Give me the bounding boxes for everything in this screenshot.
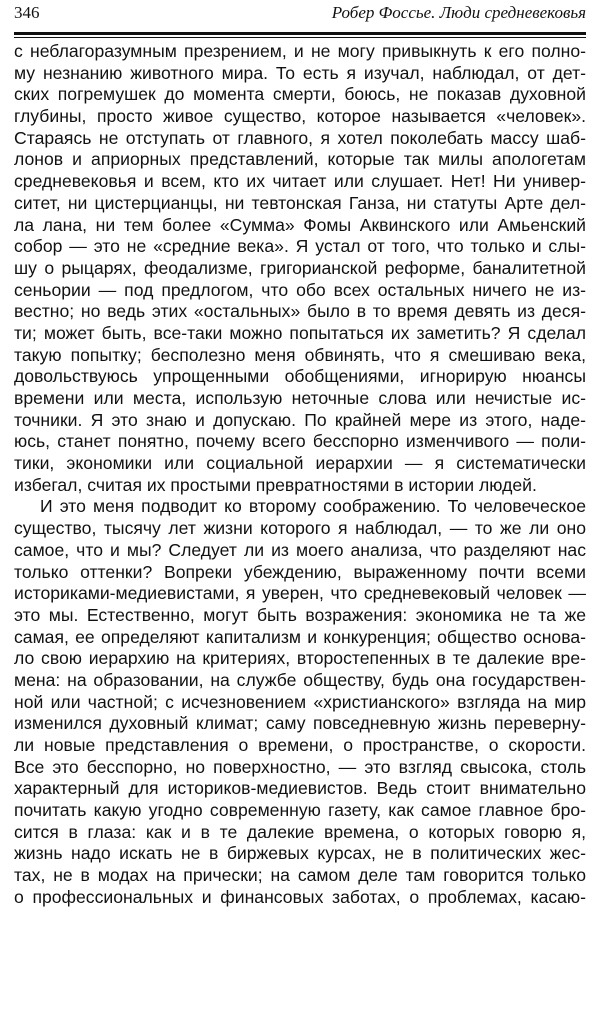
text-line: это мы. Естественно, могут быть возражения: экономика не та же (14, 604, 586, 625)
text-line: ти; может быть, все-таки можно попытаться их заметить? Я сделал (14, 322, 586, 343)
text-line: ла лана, ни тем более «Сумма» Фомы Аквинского или Амьенский (14, 214, 586, 235)
text-line: существо, тысячу лет жизни которого я наблюдал, — то же ли оно (14, 518, 586, 539)
text-line: глубины, просто живое существо, которое называется «человек». (14, 106, 586, 127)
text-line: жизнь надо искать не в биржевых курсах, не в политических жес- (14, 843, 586, 864)
text-line: ло свою иерархию на критериях, второстепенных в те далекие вре- (14, 648, 586, 669)
text-line: мена: на образовании, на службе обществу, будь она государствен- (14, 669, 586, 690)
running-head-title: Робер Фоссье. Люди средневековья (331, 3, 586, 22)
text-line: ной или частной; с исчезновением «христианского» взгляда на мир (14, 691, 586, 712)
text-line: времени или места, использую неточные слова или нечистые ис- (14, 388, 586, 408)
text-line: историками-медиевистами, я уверен, что средневековый человек — (14, 583, 586, 604)
text-line: только оттенки? Вопреки убеждению, выраженному почти всеми (14, 561, 586, 582)
text-line: с неблагоразумным презрением, и не могу привыкнуть к его полно- (14, 41, 586, 61)
text-line: самое, что и мы? Следует ли из моего анализа, что разделяют нас (14, 539, 586, 560)
text-line: точники. Я это знаю и допускаю. По крайней мере из этого, наде- (14, 409, 586, 430)
body-text (14, 41, 586, 909)
text-line: юсь, станет понятно, почему всего бесспорно изменчивого — поли- (14, 431, 586, 452)
text-line: Стараясь не отступать от главного, я хотел поколебать массу шаб- (14, 127, 586, 148)
header-rule-thick (14, 32, 586, 35)
text-line: такую попытку; бесполезно меня обвинять, что я смешиваю века, (14, 344, 586, 365)
text-line: собор — это не «средние века». Я устал от того, что только и слы- (14, 236, 586, 257)
text-line: вестно; но ведь этих «остальных» было в то время девять из деся- (14, 301, 586, 322)
text-line: тики, экономики или социальной иерархии — я систематически (14, 453, 586, 474)
text-line: средневековья и всем, кто их читает или слушает. Нет! Ни универ- (14, 171, 586, 192)
text-line: о профессиональных и финансовых заботах, о проблемах, касаю- (14, 886, 586, 907)
text-line: сеньории — под предлогом, что обо всех остальных ничего не из- (14, 279, 586, 300)
text-line: шу о рыцарях, феодализме, григорианской реформе, баналитетной (14, 257, 586, 278)
header-rule-thin (14, 37, 586, 38)
paragraph-end-line: избегал, считая их простыми превратностями в истории людей. (14, 474, 537, 495)
running-head (14, 3, 586, 27)
text-line: изменился духовный климат; саму повседневную жизнь переверну- (14, 713, 586, 734)
text-line: лонов и априорных представлений, которые так милы апологетам (14, 149, 586, 170)
text-line: сится в глаза: как и в те далекие времена, о которых говорю я, (14, 821, 586, 842)
text-line: довольствуюсь упрощенными обобщениями, игнорирую нюансы (14, 366, 586, 387)
text-line: Все это бесспорно, но поверхностно, — это взгляд свысока, столь (14, 756, 586, 777)
text-line: ситет, ни цистерцианцы, ни тевтонская Ганза, ни статуты Арте дел- (14, 192, 586, 213)
text-line: ских погремушек до момента смерти, боюсь, не показав духовной (14, 84, 586, 105)
text-line: самая, ее определяют капитализм и конкуренция; общество основа- (14, 626, 586, 647)
text-line: ли новые представления о времени, о пространстве, о скорости. (14, 735, 586, 755)
text-line: почитать какую угодно современную газету, как самое главное бро- (14, 800, 586, 821)
text-line: тах, не в модах на прически; на самом деле там говорится только (14, 865, 586, 886)
paragraph-start-line: И это меня подводит ко второму соображению. То человеческое (40, 496, 586, 517)
text-line: характерный для историков-медиевистов. Ведь стоит внимательно (14, 778, 586, 799)
text-line: му незнанию животного мира. То есть я изучал, наблюдал, от дет- (14, 62, 586, 83)
page-number: 346 (14, 3, 40, 22)
